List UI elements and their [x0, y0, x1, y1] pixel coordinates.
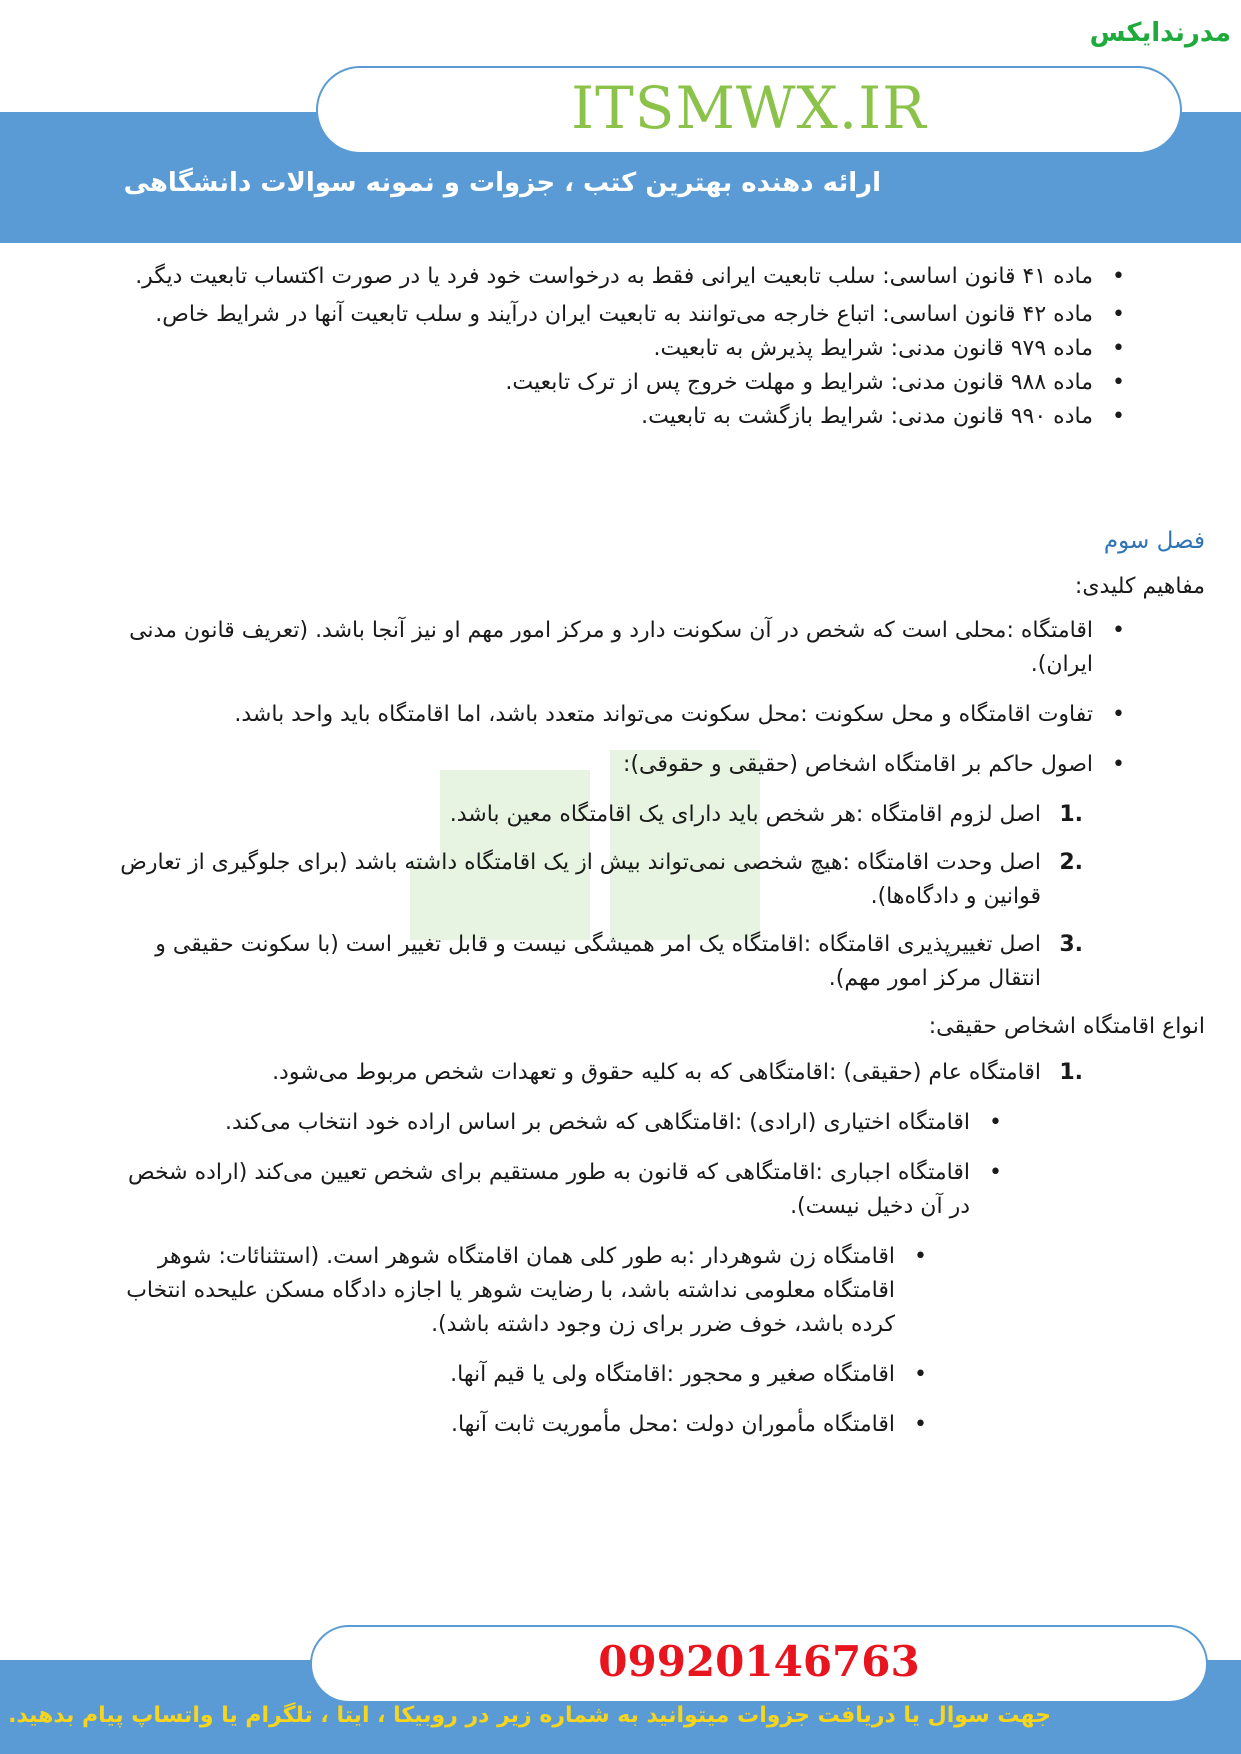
types-list [120, 1056, 1083, 1090]
list-item: • ماده ۴۱ قانون اساسی: سلب تابعیت ایرانی فقط به درخواست خود فرد یا در صورت اکتساب تابعیت دیگر. [120, 260, 1093, 294]
list-item: • اقامتگاه :محلی است که شخص در آن سکونت دارد و مرکز امور مهم او نیز آنجا باشد. (تعریف قانون مدنی ایران). [120, 614, 1093, 682]
list-item: • تفاوت اقامتگاه و محل سکونت :محل سکونت می‌تواند متعدد باشد، اما اقامتگاه باید واحد باشد. [120, 698, 1093, 732]
list-item-text: اقامتگاه عام (حقیقی) :اقامتگاهی که به کلیه حقوق و تعهدات شخص مربوط می‌شود. [272, 1060, 1041, 1085]
list-number: 3. [1059, 932, 1083, 957]
document-body [120, 260, 1205, 1442]
list-item: • اقامتگاه اختیاری (ارادی) :اقامتگاهی که شخص بر اساس اراده خود انتخاب می‌کند. [120, 1106, 970, 1140]
brand-logo-text: مدرندایکس [1089, 18, 1231, 48]
list-item [120, 1056, 1083, 1090]
list-item-text: اصل تغییرپذیری اقامتگاه :اقامتگاه یک امر همیشگی نیست و قابل تغییر است (با سکونت حقیقی و انتقال مرکز امور مهم). [155, 932, 1041, 991]
concepts-list [120, 614, 1093, 782]
contact-phone: 09920146763 [598, 1637, 920, 1686]
list-item: • ماده ۹۹۰ قانون مدنی: شرایط بازگشت به تابعیت. [120, 400, 1093, 434]
list-item: • ماده ۹۷۹ قانون مدنی: شرایط پذیرش به تابعیت. [120, 332, 1093, 366]
forced-domicile-sublist [120, 1240, 895, 1442]
types-label: انواع اقامتگاه اشخاص حقیقی: [928, 1014, 1205, 1039]
list-item: • ماده ۴۲ قانون اساسی: اتباع خارجه می‌توانند به تابعیت ایران درآیند و سلب تابعیت آنها در شرایط خاص. [120, 298, 1093, 332]
list-item: • اقامتگاه صغیر و محجور :اقامتگاه ولی یا قیم آنها. [120, 1358, 895, 1392]
site-url-pill [316, 66, 1182, 154]
site-url: ITSMWX.IR [571, 74, 927, 142]
header-tagline: ارائه دهنده بهترین کتب ، جزوات و نمونه سوالات دانشگاهی [123, 168, 881, 198]
list-number: 1. [1059, 802, 1083, 827]
list-item: • اقامتگاه مأموران دولت :محل مأموریت ثابت آنها. [120, 1408, 895, 1442]
list-item-text: اصل وحدت اقامتگاه :هیچ شخصی نمی‌تواند بیش از یک اقامتگاه داشته باشد (برای جلوگیری از تعارض قوانین و دادگاه‌ها). [120, 850, 1041, 909]
phone-pill [310, 1625, 1208, 1703]
top-article-list [120, 260, 1093, 434]
list-number: 2. [1059, 850, 1083, 875]
principles-list [120, 798, 1083, 996]
section-title: فصل سوم [1103, 528, 1205, 554]
list-item-text: اصل لزوم اقامتگاه :هر شخص باید دارای یک اقامتگاه معین باشد. [449, 802, 1041, 827]
general-domicile-sublist [120, 1106, 970, 1224]
key-concepts-label: مفاهیم کلیدی: [1074, 574, 1205, 599]
list-item: • ماده ۹۸۸ قانون مدنی: شرایط و مهلت خروج پس از ترک تابعیت. [120, 366, 1093, 400]
list-item: • اقامتگاه اجباری :اقامتگاهی که قانون به طور مستقیم برای شخص تعیین می‌کند (اراده شخص در آن دخیل نیست). [120, 1156, 970, 1224]
list-item [120, 846, 1083, 914]
list-item [120, 798, 1083, 832]
list-item: • اصول حاکم بر اقامتگاه اشخاص (حقیقی و حقوقی): [120, 748, 1093, 782]
footer-note: جهت سوال یا دریافت جزوات میتوانید به شماره زیر در روبیکا ، ایتا ، تلگرام یا واتساپ پیام بدهید. [8, 1703, 1051, 1728]
list-number: 1. [1059, 1060, 1083, 1085]
list-item [120, 928, 1083, 996]
list-item: • اقامتگاه زن شوهردار :به طور کلی همان اقامتگاه شوهر است. (استثنائات: شوهر اقامتگاه معلومی نداشته باشد، با رضایت شوهر یا اجازه دادگاه مسکن علیحده انتخاب کرده باشد، خوف ضرر برای زن وجود داشته باشد). [120, 1240, 895, 1342]
